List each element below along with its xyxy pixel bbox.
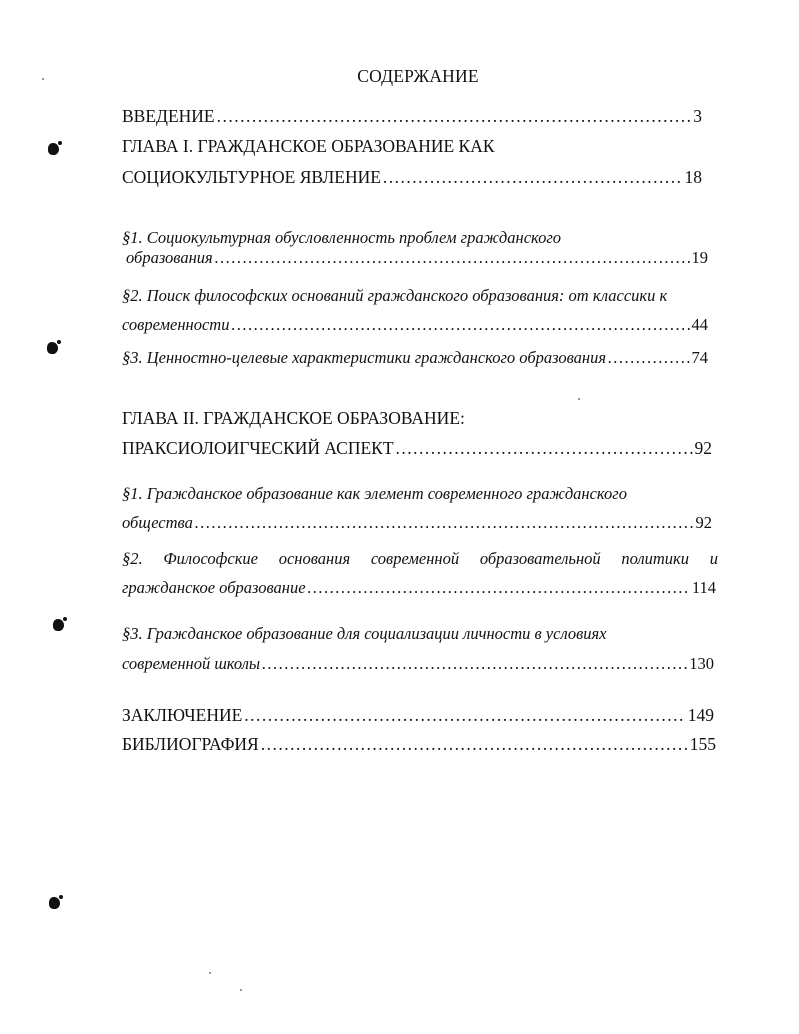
chapter-1-heading-line2[interactable]: [122, 167, 702, 188]
chapter-2-section-3[interactable]: §3. Гражданское образование для социализации личности в условиях: [122, 624, 607, 643]
dot-leader: [396, 438, 693, 459]
chapter-2-section-1-line2[interactable]: [122, 513, 712, 533]
dot-leader: [217, 106, 692, 127]
scan-speck: [209, 972, 211, 974]
toc-entry-label: §3. Ценностно-целевые характеристики гражданского образования: [122, 348, 606, 367]
toc-page-number: 114: [691, 578, 716, 597]
chapter-2-section-1[interactable]: §1. Гражданское образование как элемент современного гражданского: [122, 484, 627, 503]
chapter-2-heading[interactable]: ГЛАВА II. ГРАЖДАНСКОЕ ОБРАЗОВАНИЕ:: [122, 408, 465, 428]
chapter-1-section-2-line2[interactable]: [122, 315, 708, 335]
dot-leader: [215, 248, 690, 268]
toc-entry-label: ЗАКЛЮЧЕНИЕ: [122, 705, 243, 725]
chapter-2-section-3-line2[interactable]: [122, 654, 714, 674]
toc-entry-label: общества: [122, 513, 193, 532]
ink-blot: [47, 342, 58, 354]
toc-page-number: 155: [689, 734, 716, 754]
page-title: СОДЕРЖАНИЕ: [357, 66, 479, 86]
toc-page-number: 18: [684, 167, 702, 187]
toc-word: Философские: [163, 549, 259, 568]
toc-page-number: 130: [689, 654, 714, 673]
toc-entry-label: ПРАКСИОЛОИГЧЕСКИЙ АСПЕКТ: [122, 438, 394, 458]
toc-entry-bibliography[interactable]: [122, 734, 716, 755]
toc-page-number: 44: [691, 315, 708, 334]
toc-entry-intro[interactable]: [122, 106, 702, 127]
toc-page-number: 92: [695, 513, 712, 532]
dot-leader: [261, 734, 688, 755]
chapter-2-section-2[interactable]: [122, 549, 718, 569]
dot-leader: [195, 513, 694, 533]
chapter-2-section-2-line2[interactable]: [122, 578, 716, 598]
toc-entry-label: современной школы: [122, 654, 261, 673]
toc-entry-label: образования: [126, 248, 213, 267]
toc-page-number: 92: [694, 438, 712, 458]
chapter-1-section-2[interactable]: §2. Поиск философских оснований гражданского образования: от классики к: [122, 286, 668, 305]
toc-page-number: 74: [691, 348, 708, 367]
toc-entry-label: гражданское образование: [122, 578, 306, 597]
toc-page-number: 19: [691, 248, 708, 267]
dot-leader: [231, 315, 689, 335]
ink-blot: [53, 619, 64, 631]
dot-leader: [383, 167, 683, 188]
toc-word: политики: [621, 549, 690, 568]
dot-leader: [608, 348, 690, 368]
scan-speck: [578, 398, 580, 400]
chapter-1-section-3[interactable]: [122, 348, 708, 368]
scan-speck: [240, 989, 242, 991]
dot-leader: [308, 578, 690, 598]
chapter-1-section-1[interactable]: §1. Социокультурная обусловленность проблем гражданского: [122, 228, 562, 247]
toc-word: и: [709, 549, 718, 568]
dot-leader: [244, 705, 685, 726]
toc-entry-label: современности: [122, 315, 230, 334]
toc-word: современной: [370, 549, 460, 568]
chapter-1-heading[interactable]: ГЛАВА I. ГРАЖДАНСКОЕ ОБРАЗОВАНИЕ КАК: [122, 136, 495, 156]
scan-speck: [42, 78, 44, 80]
chapter-1-section-1-line2[interactable]: [126, 248, 708, 268]
chapter-2-heading-line2[interactable]: [122, 438, 712, 459]
toc-entry-label: БИБЛИОГРАФИЯ: [122, 734, 259, 754]
toc-word: §2.: [122, 549, 143, 568]
toc-word: образовательной: [479, 549, 601, 568]
toc-entry-conclusion[interactable]: [122, 705, 714, 726]
toc-entry-label: СОЦИОКУЛЬТУРНОЕ ЯВЛЕНИЕ: [122, 167, 381, 187]
toc-page-number: 3: [693, 106, 702, 126]
toc-entry-label: ВВЕДЕНИЕ: [122, 106, 215, 126]
ink-blot: [48, 143, 59, 155]
toc-page-number: 149: [687, 705, 714, 725]
ink-blot: [49, 897, 60, 909]
dot-leader: [262, 654, 687, 674]
toc-word: основания: [278, 549, 351, 568]
